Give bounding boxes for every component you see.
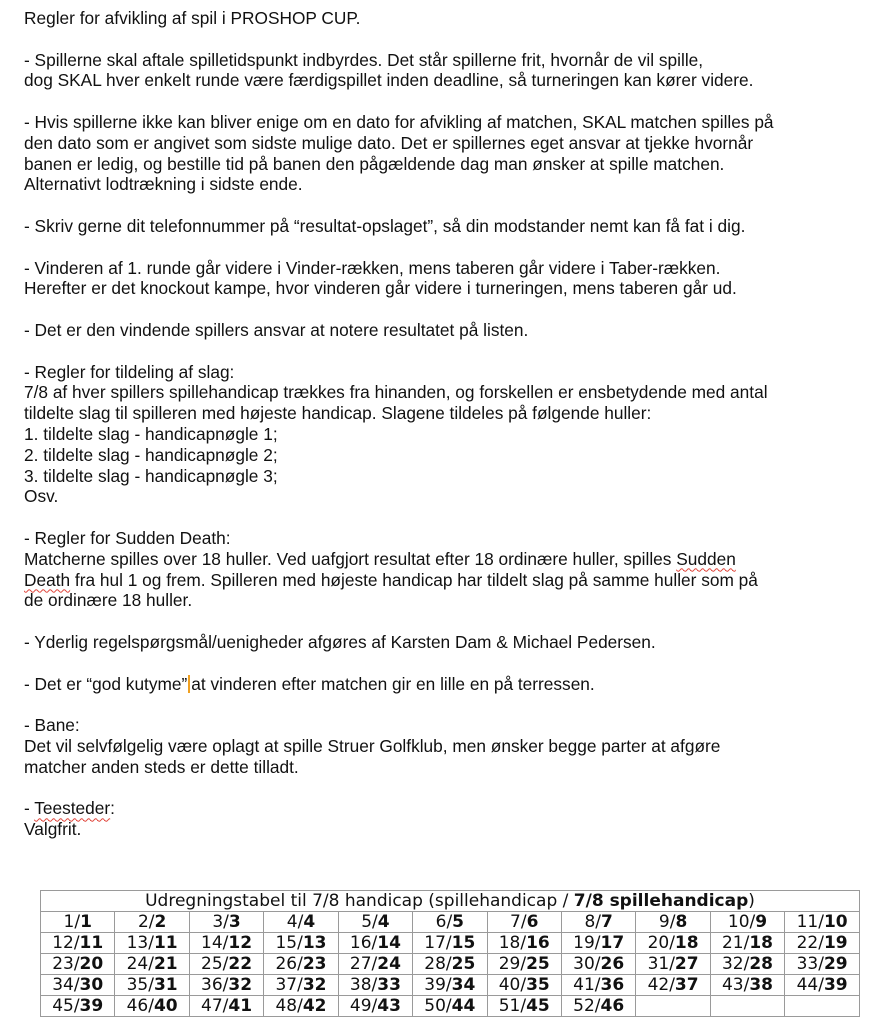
seven-eighths-value: 2 — [154, 912, 167, 932]
paragraph-line: Valgfrit. — [24, 819, 82, 840]
handicap-value: 50/ — [424, 996, 452, 1016]
paragraph-line: - Det er den vindende spillers ansvar at notere resultatet på listen. — [24, 319, 529, 340]
seven-eighths-value: 39 — [79, 996, 104, 1016]
text-run: fra hul 1 og frem. Spilleren med højeste handicap har tildelt slag på samme huller som på — [70, 569, 758, 590]
seven-eighths-value: 6 — [526, 912, 539, 932]
seven-eighths-value: 32 — [302, 975, 327, 995]
list-item: 3. tildelte slag - handicapnøgle 3; — [24, 465, 278, 486]
handicap-value: 28/ — [424, 954, 452, 974]
table-cell[interactable] — [264, 954, 338, 975]
table-cell[interactable] — [487, 912, 561, 933]
handicap-value: 39/ — [424, 975, 452, 995]
table-cell[interactable] — [785, 912, 860, 933]
seven-eighths-value: 36 — [600, 975, 625, 995]
table-cell[interactable] — [710, 954, 784, 975]
paragraph-line — [24, 570, 864, 591]
table-cell[interactable] — [189, 975, 263, 996]
table-cell[interactable] — [785, 954, 860, 975]
seven-eighths-value: 18 — [749, 933, 774, 953]
table-cell[interactable] — [785, 933, 860, 954]
handicap-value: 1/ — [63, 912, 81, 932]
text-run: at vinderen efter matchen gir en lille en på terressen. — [191, 673, 595, 694]
handicap-table[interactable] — [40, 890, 860, 1017]
table-cell[interactable] — [413, 975, 487, 996]
seven-eighths-value: 25 — [526, 954, 550, 974]
seven-eighths-value: 4 — [377, 912, 390, 932]
seven-eighths-value: 44 — [451, 996, 476, 1016]
seven-eighths-value: 11 — [79, 933, 104, 953]
handicap-value: 44/ — [796, 975, 824, 995]
seven-eighths-value: 11 — [153, 933, 178, 953]
table-cell[interactable] — [41, 912, 115, 933]
document-title: Regler for afvikling af spil i PROSHOP CUP. — [24, 8, 361, 28]
seven-eighths-value: 40 — [153, 996, 178, 1016]
seven-eighths-value: 12 — [228, 933, 253, 953]
paragraph-line: tildelte slag til spilleren med højeste handicap. Slagene tildeles på følgende huller: — [24, 403, 652, 424]
table-cell[interactable] — [487, 933, 561, 954]
text-run: - — [24, 798, 35, 819]
table-caption — [41, 891, 860, 912]
list-item: Osv. — [24, 486, 59, 507]
table-cell[interactable] — [41, 954, 115, 975]
handicap-value: 26/ — [275, 954, 303, 974]
table-cell[interactable] — [264, 933, 338, 954]
handicap-value: 48/ — [275, 996, 303, 1016]
caption-text: ) — [748, 891, 755, 911]
table-row — [41, 975, 860, 996]
handicap-value: 41/ — [573, 975, 601, 995]
spellcheck-marked-word[interactable]: Teesteder — [34, 798, 111, 819]
paragraph-line: - Vinderen af 1. runde går videre i Vinder-rækken, mens taberen går videre i Taber-rækken. — [24, 257, 721, 278]
handicap-value: 4/ — [286, 912, 304, 932]
table-cell[interactable] — [710, 933, 784, 954]
paragraph-line: 7/8 af hver spillers spillehandicap trækkes fra hinanden, og forskellen er ensbetydende med antal — [24, 382, 768, 403]
seven-eighths-value: 17 — [600, 933, 625, 953]
table-cell[interactable] — [561, 912, 635, 933]
table-cell[interactable] — [115, 975, 189, 996]
handicap-value: 29/ — [498, 954, 527, 974]
handicap-value: 32/ — [721, 954, 750, 974]
paragraph-line: Det vil selvfølgelig være oplagt at spille Struer Golfklub, men ønsker begge parter at afgøre — [24, 735, 721, 756]
seven-eighths-value: 3 — [228, 912, 241, 932]
seven-eighths-value: 45 — [526, 996, 550, 1016]
seven-eighths-value: 41 — [228, 996, 253, 1016]
table-caption-row — [41, 891, 860, 912]
table-cell[interactable] — [115, 954, 189, 975]
handicap-value: 35/ — [126, 975, 154, 995]
paragraph-line: banen er ledig, og bestille tid på banen den pågældende dag man ønsker at spille matchen. — [24, 153, 725, 174]
table-cell[interactable] — [413, 996, 487, 1017]
seven-eighths-value: 15 — [451, 933, 476, 953]
table-cell[interactable] — [636, 996, 710, 1017]
text-cursor — [188, 675, 190, 693]
table-cell[interactable] — [338, 996, 412, 1017]
spellcheck-marked-word[interactable]: Sudden — [676, 548, 736, 569]
handicap-value: 19/ — [573, 933, 601, 953]
handicap-value: 52/ — [573, 996, 601, 1016]
section-heading: - Regler for tildeling af slag: — [24, 361, 235, 382]
table-cell[interactable] — [710, 912, 784, 933]
seven-eighths-value: 9 — [755, 912, 768, 932]
seven-eighths-value: 4 — [303, 912, 316, 932]
handicap-value: 42/ — [647, 975, 675, 995]
caption-text: Udregningstabel til 7/8 handicap (spillehandicap / — [145, 891, 574, 911]
handicap-value: 20/ — [647, 933, 675, 953]
handicap-value: 8/ — [584, 912, 602, 932]
table-cell[interactable] — [636, 912, 710, 933]
table-cell[interactable] — [41, 933, 115, 954]
handicap-value: 15/ — [275, 933, 303, 953]
caption-bold-text: 7/8 spillehandicap — [573, 891, 749, 911]
seven-eighths-value: 5 — [452, 912, 465, 932]
handicap-value: 27/ — [349, 954, 378, 974]
seven-eighths-value: 20 — [79, 954, 104, 974]
section-heading — [24, 798, 864, 819]
handicap-value: 45/ — [52, 996, 80, 1016]
handicap-value: 9/ — [658, 912, 676, 932]
paragraph-line: - Hvis spillerne ikke kan bliver enige om en dato for afvikling af matchen, SKAL matchen spilles på — [24, 111, 774, 132]
seven-eighths-value: 30 — [79, 975, 104, 995]
paragraph-line — [24, 549, 864, 570]
table-cell[interactable] — [338, 975, 412, 996]
table-cell[interactable] — [189, 933, 263, 954]
seven-eighths-value: 28 — [749, 954, 774, 974]
seven-eighths-value: 23 — [302, 954, 327, 974]
handicap-value: 46/ — [126, 996, 154, 1016]
handicap-value: 2/ — [137, 912, 155, 932]
seven-eighths-value: 42 — [302, 996, 327, 1016]
handicap-value: 22/ — [796, 933, 824, 953]
handicap-value: 38/ — [349, 975, 378, 995]
table-cell[interactable] — [338, 912, 412, 933]
seven-eighths-value: 26 — [600, 954, 625, 974]
table-cell[interactable] — [338, 933, 412, 954]
handicap-table-container — [40, 890, 860, 1017]
handicap-value: 11/ — [796, 912, 824, 932]
table-cell[interactable] — [636, 954, 710, 975]
section-heading: - Bane: — [24, 715, 80, 736]
table-cell[interactable] — [41, 975, 115, 996]
table-cell[interactable] — [189, 954, 263, 975]
table-cell[interactable] — [561, 996, 635, 1017]
handicap-value: 33/ — [796, 954, 824, 974]
list-item: 2. tildelte slag - handicapnøgle 2; — [24, 444, 278, 465]
handicap-value: 18/ — [498, 933, 527, 953]
paragraph-line: - Skriv gerne dit telefonnummer på “resultat-opslaget”, så din modstander nemt kan få fat i dig. — [24, 215, 746, 236]
document-body[interactable] — [24, 8, 864, 840]
seven-eighths-value: 22 — [228, 954, 253, 974]
handicap-value: 43/ — [721, 975, 750, 995]
handicap-value: 51/ — [498, 996, 527, 1016]
table-row — [41, 996, 860, 1017]
handicap-value: 7/ — [510, 912, 527, 932]
handicap-value: 25/ — [201, 954, 229, 974]
text-run: - Det er “god kutyme” — [24, 673, 188, 694]
seven-eighths-value: 34 — [451, 975, 476, 995]
paragraph-line: - Spillerne skal aftale spilletidspunkt indbyrdes. Det står spillerne frit, hvornår de vil spille, — [24, 49, 704, 70]
paragraph-line: Alternativt lodtrækning i sidste ende. — [24, 174, 303, 195]
table-cell[interactable] — [561, 954, 635, 975]
table-row — [41, 954, 860, 975]
seven-eighths-value: 13 — [302, 933, 327, 953]
seven-eighths-value: 35 — [526, 975, 550, 995]
spellcheck-marked-word[interactable]: Death — [24, 569, 71, 590]
seven-eighths-value: 38 — [749, 975, 774, 995]
table-cell[interactable] — [413, 954, 487, 975]
handicap-value: 30/ — [573, 954, 601, 974]
section-heading: - Regler for Sudden Death: — [24, 527, 231, 548]
handicap-value: 13/ — [126, 933, 154, 953]
seven-eighths-value: 21 — [153, 954, 178, 974]
handicap-value: 21/ — [721, 933, 750, 953]
table-cell[interactable] — [413, 933, 487, 954]
table-cell[interactable] — [115, 912, 189, 933]
paragraph-line: den dato som er angivet som sidste mulige dato. Det er spillernes eget ansvar at tjekke hvornår — [24, 132, 754, 153]
paragraph-line: dog SKAL hver enkelt runde være færdigspillet inden deadline, så turneringen kan kører videre. — [24, 70, 754, 91]
table-cell[interactable] — [115, 996, 189, 1017]
seven-eighths-value: 29 — [823, 954, 848, 974]
table-cell[interactable] — [636, 933, 710, 954]
seven-eighths-value: 46 — [600, 996, 625, 1016]
table-cell[interactable] — [189, 912, 263, 933]
handicap-value: 10/ — [727, 912, 756, 932]
seven-eighths-value: 32 — [228, 975, 253, 995]
seven-eighths-value: 37 — [674, 975, 699, 995]
seven-eighths-value: 33 — [377, 975, 401, 995]
handicap-value: 5/ — [361, 912, 378, 932]
seven-eighths-value: 1 — [80, 912, 92, 932]
list-item: 1. tildelte slag - handicapnøgle 1; — [24, 423, 278, 444]
handicap-value: 6/ — [435, 912, 453, 932]
seven-eighths-value: 27 — [674, 954, 699, 974]
paragraph-line: matcher anden steds er dette tilladt. — [24, 756, 299, 777]
seven-eighths-value: 25 — [451, 954, 476, 974]
table-row — [41, 933, 860, 954]
handicap-value: 24/ — [126, 954, 154, 974]
table-cell[interactable] — [413, 912, 487, 933]
table-cell[interactable] — [710, 975, 784, 996]
table-cell[interactable] — [264, 912, 338, 933]
table-row — [41, 912, 860, 933]
seven-eighths-value: 16 — [526, 933, 550, 953]
seven-eighths-value: 39 — [823, 975, 848, 995]
handicap-value: 14/ — [201, 933, 229, 953]
handicap-value: 31/ — [647, 954, 675, 974]
table-cell[interactable] — [561, 933, 635, 954]
seven-eighths-value: 24 — [377, 954, 401, 974]
seven-eighths-value: 14 — [377, 933, 401, 953]
table-cell[interactable] — [487, 975, 561, 996]
table-cell[interactable] — [41, 996, 115, 1017]
table-cell[interactable] — [636, 975, 710, 996]
paragraph-line: Herefter er det knockout kampe, hvor vinderen går videre i turneringen, mens taberen går ud. — [24, 278, 737, 299]
paragraph-line: de ordinære 18 huller. — [24, 590, 193, 611]
seven-eighths-value: 7 — [601, 912, 613, 932]
paragraph-line — [24, 674, 864, 695]
handicap-value: 17/ — [424, 933, 452, 953]
seven-eighths-value: 31 — [153, 975, 178, 995]
handicap-value: 23/ — [52, 954, 80, 974]
table-cell[interactable] — [264, 975, 338, 996]
paragraph-line: - Yderlig regelspørgsmål/uenigheder afgøres af Karsten Dam & Michael Pedersen. — [24, 631, 656, 652]
handicap-value: 40/ — [498, 975, 527, 995]
text-run: Matcherne spilles over 18 huller. Ved uafgjort resultat efter 18 ordinære huller, spilles — [24, 548, 677, 569]
seven-eighths-value: 8 — [675, 912, 688, 932]
handicap-value: 36/ — [201, 975, 229, 995]
table-cell[interactable] — [338, 954, 412, 975]
seven-eighths-value: 19 — [823, 933, 848, 953]
table-cell[interactable] — [115, 933, 189, 954]
text-run: : — [110, 798, 115, 819]
table-cell[interactable] — [487, 954, 561, 975]
seven-eighths-value: 10 — [823, 912, 848, 932]
table-cell[interactable] — [264, 996, 338, 1017]
handicap-value: 49/ — [349, 996, 378, 1016]
seven-eighths-value: 18 — [674, 933, 699, 953]
seven-eighths-value: 43 — [377, 996, 401, 1016]
handicap-value: 3/ — [212, 912, 229, 932]
handicap-value: 16/ — [349, 933, 378, 953]
handicap-value: 34/ — [52, 975, 80, 995]
handicap-value: 12/ — [52, 933, 80, 953]
table-cell[interactable] — [710, 996, 784, 1017]
table-cell[interactable] — [487, 996, 561, 1017]
handicap-value: 47/ — [201, 996, 229, 1016]
table-cell[interactable] — [189, 996, 263, 1017]
table-cell[interactable] — [785, 975, 860, 996]
table-cell[interactable] — [785, 996, 860, 1017]
table-cell[interactable] — [561, 975, 635, 996]
handicap-value: 37/ — [275, 975, 303, 995]
